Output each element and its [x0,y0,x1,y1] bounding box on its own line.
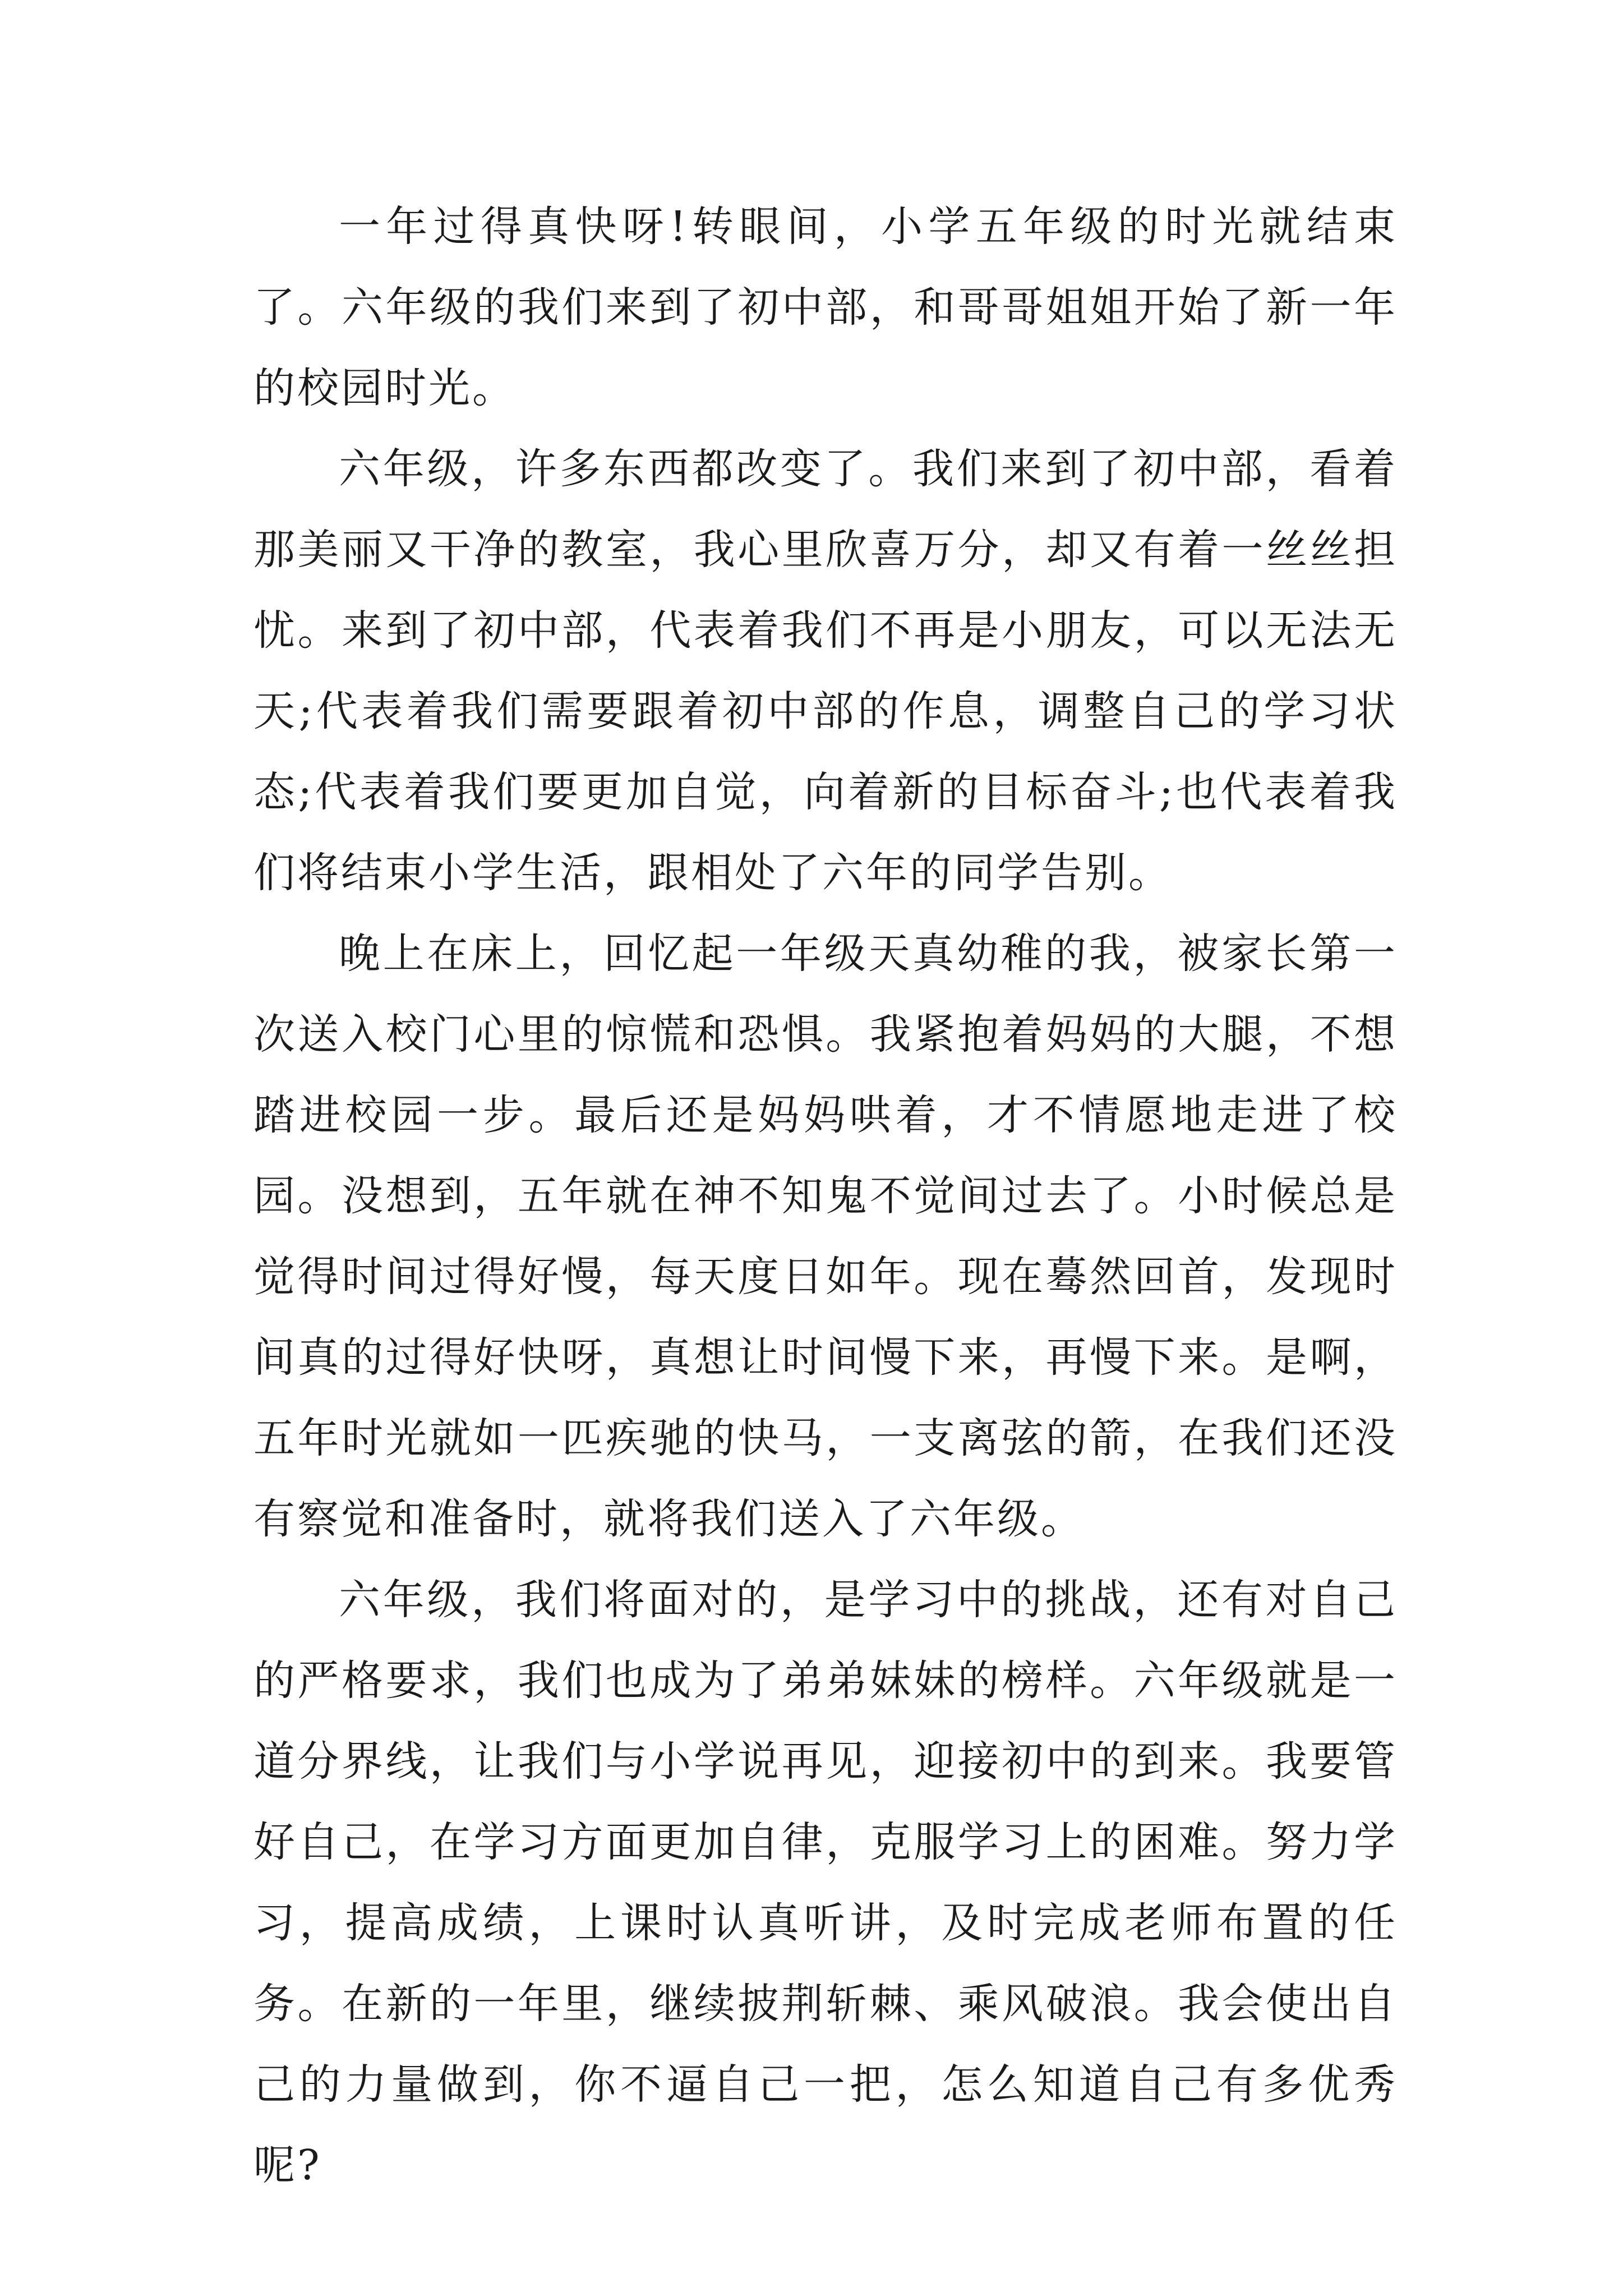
paragraph-2: 六年级，许多东西都改变了。我们来到了初中部，看着那美丽又干净的教室，我心里欣喜万分，却又有着一丝丝担忧。来到了初中部，代表着我们不再是小朋友，可以无法无天;代表着我们需要跟着初中部的作息，调整自己的学习状态;代表着我们要更加自觉，向着新的目标奋斗;也代表着我们将结束小学生活，跟相处了六年的同学告别。 [253,445,1398,897]
essay-body [253,186,1398,2206]
paragraph-4: 六年级，我们将面对的，是学习中的挑战，还有对自己的严格要求，我们也成为了弟弟妹妹的榜样。六年级就是一道分界线，让我们与小学说再见，迎接初中的到来。我要管好自己，在学习方面更加自律，克服学习上的困难。努力学习，提高成绩，上课时认真听讲，及时完成老师布置的任务。在新的一年里，继续披荆斩棘、乘风破浪。我会使出自己的力量做到，你不逼自己一把，怎么知道自己有多优秀呢? [253,1576,1398,2189]
paragraph-1: 一年过得真快呀!转眼间，小学五年级的时光就结束了。六年级的我们来到了初中部，和哥哥姐姐开始了新一年的校园时光。 [253,203,1398,412]
paragraph-3: 晚上在床上，回忆起一年级天真幼稚的我，被家长第一次送入校门心里的惊慌和恐惧。我紧抱着妈妈的大腿，不想踏进校园一步。最后还是妈妈哄着，才不情愿地走进了校园。没想到，五年就在神不知鬼不觉间过去了。小时候总是觉得时间过得好慢，每天度日如年。现在蓦然回首，发现时间真的过得好快呀，真想让时间慢下来，再慢下来。是啊，五年时光就如一匹疾驰的快马，一支离弦的箭，在我们还没有察觉和准备时，就将我们送入了六年级。 [253,930,1398,1543]
